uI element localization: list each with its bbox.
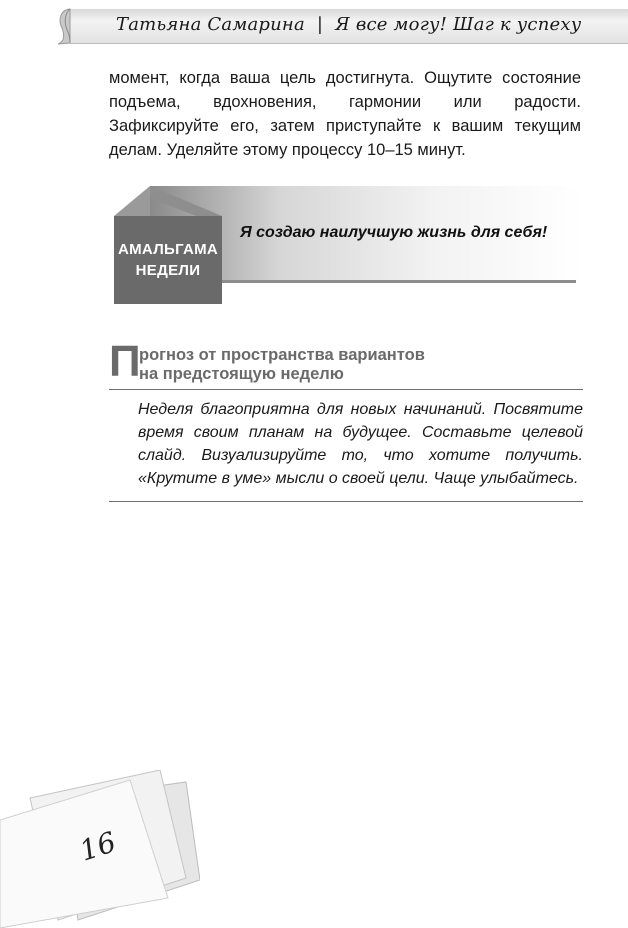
amalgama-label-line1: АМАЛЬГАМА bbox=[117, 241, 219, 258]
running-header bbox=[56, 6, 628, 46]
forecast-text: Неделя благоприятна для новых начинаний. Посвятите время своим планам на будущее. Составьте целевой слайд. Визуализируйте то, что хотите получить. «Крутите в уме» мысли о своей цели. Чаще улыбайтесь. bbox=[138, 401, 583, 487]
forecast-bottom-rule bbox=[109, 501, 583, 502]
forecast-heading bbox=[139, 346, 425, 384]
header-separator: | bbox=[316, 14, 324, 35]
page-curl-icon bbox=[56, 6, 82, 46]
intro-paragraph: момент, когда ваша цель достигнута. Ощутите состояние подъема, вдохновения, гармонии или радости. Зафиксируйте его, затем приступайте к вашим текущим делам. Уделяйте этому процессу 10–15 минут. bbox=[109, 69, 581, 159]
header-text bbox=[116, 14, 581, 35]
forecast-heading-line1: рогноз от пространства вариантов bbox=[139, 346, 425, 364]
amalgama-label-line2: НЕДЕЛИ bbox=[135, 262, 201, 279]
header-book-title: Я все могу! Шаг к успеху bbox=[335, 14, 582, 35]
amalgama-motto: Я создаю наилучшую жизнь для себя! bbox=[240, 224, 548, 241]
page-number: 16 bbox=[75, 825, 120, 868]
amalgama-underline bbox=[222, 280, 576, 283]
header-author: Татьяна Самарина bbox=[116, 14, 305, 35]
forecast-drop-cap: П bbox=[109, 337, 141, 386]
forecast-heading-line2: на предстоящую неделю bbox=[139, 365, 344, 383]
forecast-top-rule bbox=[109, 389, 583, 390]
amalgama-label bbox=[114, 216, 222, 304]
amalgama-block bbox=[114, 186, 584, 306]
